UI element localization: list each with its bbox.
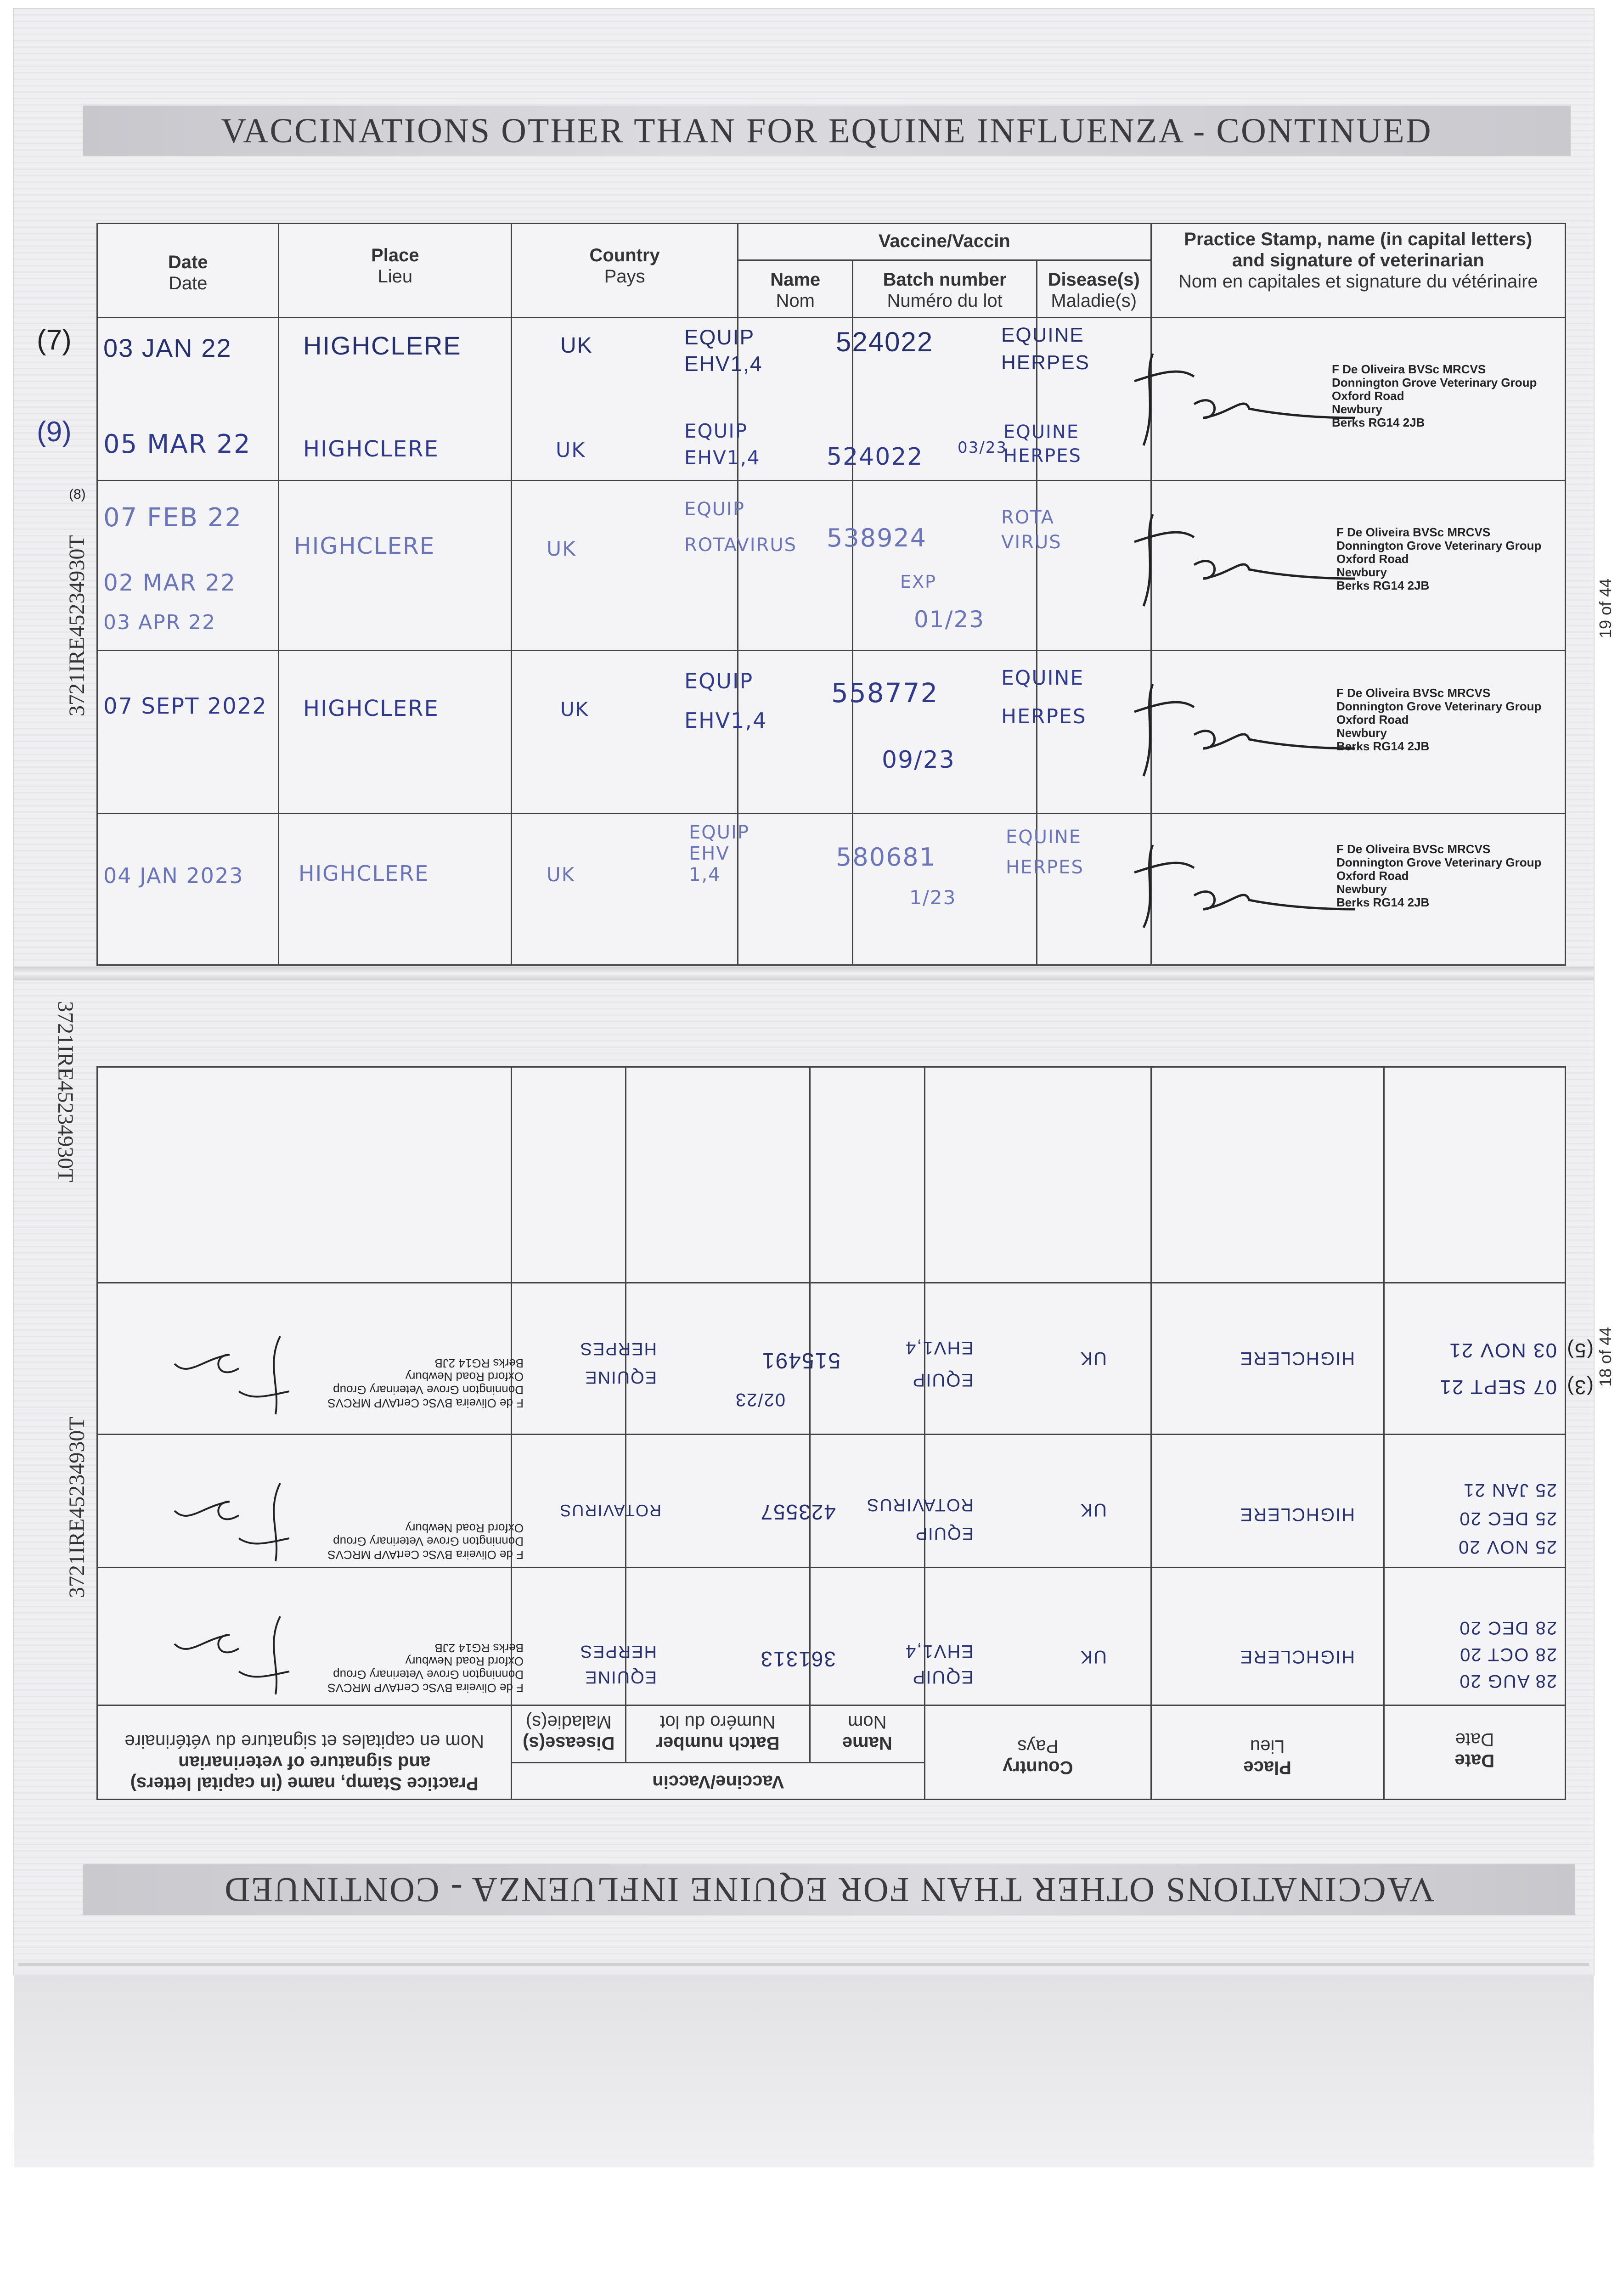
place-value: HIGHCLERE <box>294 533 435 559</box>
practice-stamp: F De Oliveira BVSc MRCVS Donnington Grove Veterinary Group Oxford Road Newbury Berks RG14 2JB <box>1336 686 1542 753</box>
disease-value: EQUINE HERPES <box>1001 324 1090 374</box>
country-value: UK <box>1079 1647 1107 1667</box>
header-name: Name Nom <box>810 1705 924 1763</box>
batch-value: 423557 <box>760 1500 836 1524</box>
header-country: Country Pays <box>925 1705 1151 1800</box>
place-value: HIGHCLERE <box>303 436 439 462</box>
section-title-bar <box>83 106 1571 156</box>
page-number-top: 19 of 44 <box>1596 578 1615 638</box>
section-title-bar-bottom <box>83 1864 1575 1915</box>
place-value: HIGHCLERE <box>303 696 439 721</box>
vaccine-name-value: EQUIP ROTAVIRUS <box>684 499 797 556</box>
batch-expiry: 03/23 <box>958 439 1007 457</box>
table-row <box>97 1067 1566 1283</box>
page-number-bottom: 18 of 44 <box>1596 1327 1615 1387</box>
batch-expiry: 01/23 <box>914 606 985 633</box>
place-value: HIGHCLERE <box>1239 1348 1355 1368</box>
header-date: Date Date <box>97 224 279 318</box>
date-value: 07 FEB 22 <box>103 503 242 533</box>
header-place: Place Lieu <box>1151 1705 1384 1800</box>
expiry-label: EXP <box>900 572 936 592</box>
date-value: 03 APR 22 <box>103 611 216 634</box>
batch-value: 580681 <box>836 843 936 872</box>
date-value: 04 JAN 2023 <box>103 863 244 888</box>
vaccine-name-value: EQUIP EHV1,4 <box>905 1641 974 1687</box>
disease-value: EQUINE HERPES <box>579 1339 657 1387</box>
country-value: UK <box>547 863 575 886</box>
place-value: HIGHCLERE <box>1239 1647 1355 1667</box>
page-18-rotated <box>14 964 1594 1952</box>
passport-id-top: 3721IRE45234930T <box>65 535 89 716</box>
batch-value: 524022 <box>827 443 924 471</box>
header-disease: Disease(s) Maladie(s) <box>1037 260 1151 318</box>
row-marker: (9) <box>37 416 72 448</box>
batch-expiry: 02/23 <box>734 1390 785 1410</box>
header-disease: Disease(s) Maladie(s) <box>512 1705 626 1763</box>
row-marker: (8) <box>69 487 86 502</box>
practice-stamp: F De Oliveira BVSc MRCVS Donnington Grove Veterinary Group Oxford Road Newbury Berks RG14 2JB <box>1336 842 1542 909</box>
country-value: UK <box>547 537 577 561</box>
section-title: VACCINATIONS OTHER THAN FOR EQUINE INFLUENZA - CONTINUED <box>221 112 1432 150</box>
vaccine-name-value: EQUIP ROTAVIRUS <box>866 1495 974 1543</box>
country-value: UK <box>1079 1500 1107 1520</box>
header-stamp: Practice Stamp, name (in capital letters) and signature of veterinarian Nom en capitales et signature du vétérinaire <box>1151 224 1565 318</box>
country-value: UK <box>560 333 593 358</box>
disease-value: ROTAVIRUS <box>559 1501 661 1520</box>
veterinarian-signature <box>165 1612 294 1704</box>
vaccine-name-value: EQUIP EHV1,4 <box>684 420 761 469</box>
header-place: Place Lieu <box>279 224 512 318</box>
date-value: 02 MAR 22 <box>103 569 237 596</box>
veterinarian-signature <box>165 1332 294 1424</box>
date-value: 25 NOV 20 25 DEC 20 25 JAN 21 <box>1458 1480 1557 1557</box>
practice-stamp: F de Oliveira BVSc CertAVP MRCVS Donnington Grove Veterinary Group Oxford Road Newbury Berks RG14 2JB <box>327 1641 524 1695</box>
veterinarian-signature <box>1125 831 1364 937</box>
batch-value: 538924 <box>827 523 927 552</box>
header-vaccine: Vaccine/Vaccin <box>738 224 1151 260</box>
disease-value: EQUINE HERPES <box>1003 422 1082 467</box>
disease-value: EQUINE HERPES <box>1006 827 1084 878</box>
row-marker: (3) (5) <box>1566 1339 1594 1398</box>
passport-id-bottom: 3721IRE45234930T <box>53 1001 78 1182</box>
batch-value: 361313 <box>760 1647 836 1671</box>
practice-stamp: F de Oliveira BVSc CertAVP MRCVS Donnington Grove Veterinary Group Oxford Road Newbury <box>327 1521 524 1562</box>
country-value: UK <box>556 439 586 462</box>
header-date: Date Date <box>1384 1705 1565 1800</box>
header-batch: Batch number Numéro du lot <box>853 260 1037 318</box>
passport-id-bottom-side: 3721IRE45234930T <box>65 1417 89 1598</box>
vaccine-name-value: EQUIP EHV1,4 <box>905 1338 974 1390</box>
page-18-content <box>14 964 1594 1952</box>
batch-value: 524022 <box>836 326 934 357</box>
header-batch: Batch number Numéro du lot <box>626 1705 810 1763</box>
veterinarian-signature <box>1125 501 1364 620</box>
header-stamp: Practice Stamp, name (in capital letters) and signature of veterinarian Nom en capitales et signature du vétérinaire <box>97 1705 512 1800</box>
header-name: Name Nom <box>738 260 852 318</box>
veterinarian-signature <box>1125 670 1364 790</box>
row-marker: (7) <box>37 324 72 356</box>
practice-stamp: F de Oliveira BVSc CertAVP MRCVS Donnington Grove Veterinary Group Oxford Road Newbury Berks RG14 2JB <box>327 1356 524 1410</box>
practice-stamp: F De Oliveira BVSc MRCVS Donnington Grove Veterinary Group Oxford Road Newbury Berks RG14 2JB <box>1336 525 1542 592</box>
disease-value: EQUINE HERPES <box>1001 666 1087 728</box>
scanner-background <box>14 1975 1594 2167</box>
country-value: UK <box>1079 1348 1107 1368</box>
practice-stamp: F De Oliveira BVSc MRCVS Donnington Grove Veterinary Group Oxford Road Newbury Berks RG14 2JB <box>1332 362 1537 429</box>
vaccination-table-bottom <box>96 1066 1566 1800</box>
header-country: Country Pays <box>512 224 738 318</box>
batch-value: 515491 <box>761 1348 840 1373</box>
veterinarian-signature <box>1125 340 1364 459</box>
date-value: 05 MAR 22 <box>103 429 251 459</box>
vaccine-name-value: EQUIP EHV1,4 <box>684 669 767 733</box>
place-value: HIGHCLERE <box>299 861 429 886</box>
booklet-edge <box>18 1963 1589 1966</box>
veterinarian-signature <box>165 1479 294 1570</box>
date-value: 07 SEPT 21 03 NOV 21 <box>1439 1339 1557 1398</box>
date-value: 03 JAN 22 <box>103 333 232 362</box>
batch-expiry: 1/23 <box>909 886 957 909</box>
country-value: UK <box>560 698 589 720</box>
vaccine-name-value: EQUIP EHV1,4 <box>684 325 763 376</box>
table-row <box>97 1568 1566 1705</box>
date-value: 28 AUG 20 28 OCT 20 28 DEC 20 <box>1459 1618 1557 1691</box>
header-vaccine: Vaccine/Vaccin <box>512 1763 925 1800</box>
place-value: HIGHCLERE <box>303 331 462 360</box>
vaccine-name-value: EQUIP EHV 1,4 <box>689 822 750 885</box>
section-title-bottom: VACCINATIONS OTHER THAN FOR EQUINE INFLUENZA - CONTINUED <box>223 1870 1435 1909</box>
date-value: 07 SEPT 2022 <box>103 693 267 719</box>
place-value: HIGHCLERE <box>1239 1504 1355 1525</box>
batch-expiry: 09/23 <box>882 746 955 774</box>
disease-value: ROTA VIRUS <box>1001 507 1062 553</box>
batch-value: 558772 <box>831 677 939 709</box>
disease-value: EQUINE HERPES <box>579 1642 657 1687</box>
